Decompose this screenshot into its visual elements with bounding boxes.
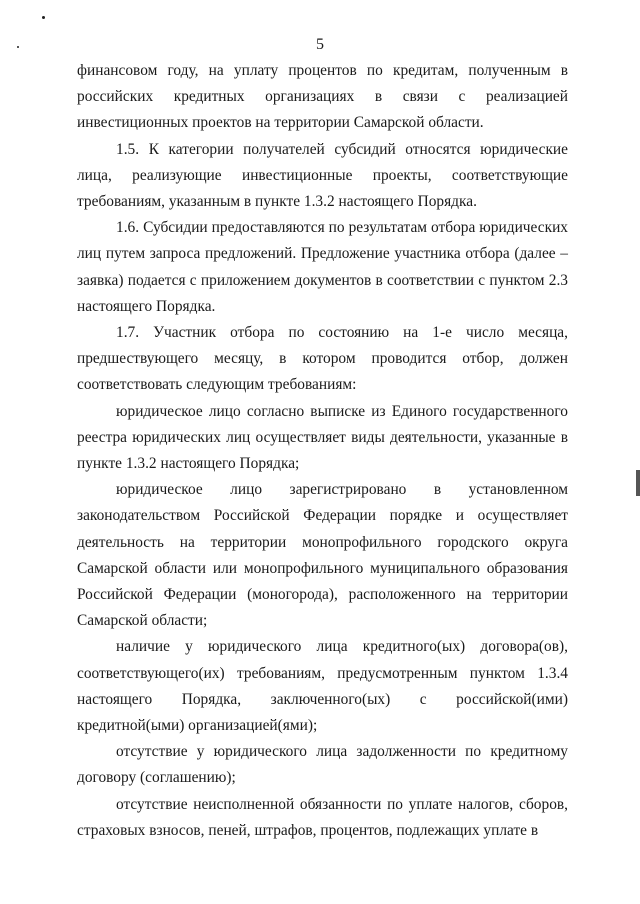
paragraph: юридическое лицо согласно выписке из Единого государственного реестра юридических лиц осуществляет виды деятельности, указанные в пункте 1.3.2 настоящего Порядка; [77, 402, 568, 473]
page-number: 5 [316, 36, 324, 53]
paragraph: 1.7. Участник отбора по состоянию на 1-е число месяца, предшествующего месяцу, в котором проводится отбор, должен соответствовать следующим требованиям: [77, 324, 568, 394]
paragraph: юридическое лицо зарегистрировано в установленном законодательством Российской Федерации порядке и осуществляет деятельность на территории монопрофильного городского округа Самарской области или монопрофильного муниципального образования Российской Федерации (моногорода), расположенного на территории Самарской области; [77, 481, 568, 630]
paragraph: отсутствие у юридического лица задолженности по кредитному договору (соглашению); [77, 743, 568, 787]
paragraph: финансовом году, на уплату процентов по кредитам, полученным в российских кредитных организациях в связи с реализацией инвестиционных проектов на территории Самарской области. [77, 62, 568, 132]
paragraph: 1.5. К категории получателей субсидий относятся юридические лица, реализующие инвестиционные проекты, соответствующие требованиям, указанным в пункте 1.3.2 настоящего Порядка. [77, 140, 568, 211]
paragraph: отсутствие неисполненной обязанности по уплате налогов, сборов, страховых взносов, пеней, штрафов, процентов, подлежащих уплате в [77, 795, 568, 839]
document-body [77, 58, 568, 844]
paragraph: наличие у юридического лица кредитного(ых) договора(ов), соответствующего(их) требованиям, предусмотренным пунктом 1.3.4 настоящего Порядка, заключенного(ых) с российской(ими) кредитной(ыми) организацией(ями); [77, 638, 568, 735]
scan-speck [42, 16, 45, 19]
paragraph: 1.6. Субсидии предоставляются по результатам отбора юридических лиц путем запроса предложений. Предложение участника отбора (далее – заявка) подается с приложением документов в соответствии с пунктом 2.3 настоящего Порядка. [77, 219, 568, 315]
scan-edge-mark [636, 470, 640, 496]
